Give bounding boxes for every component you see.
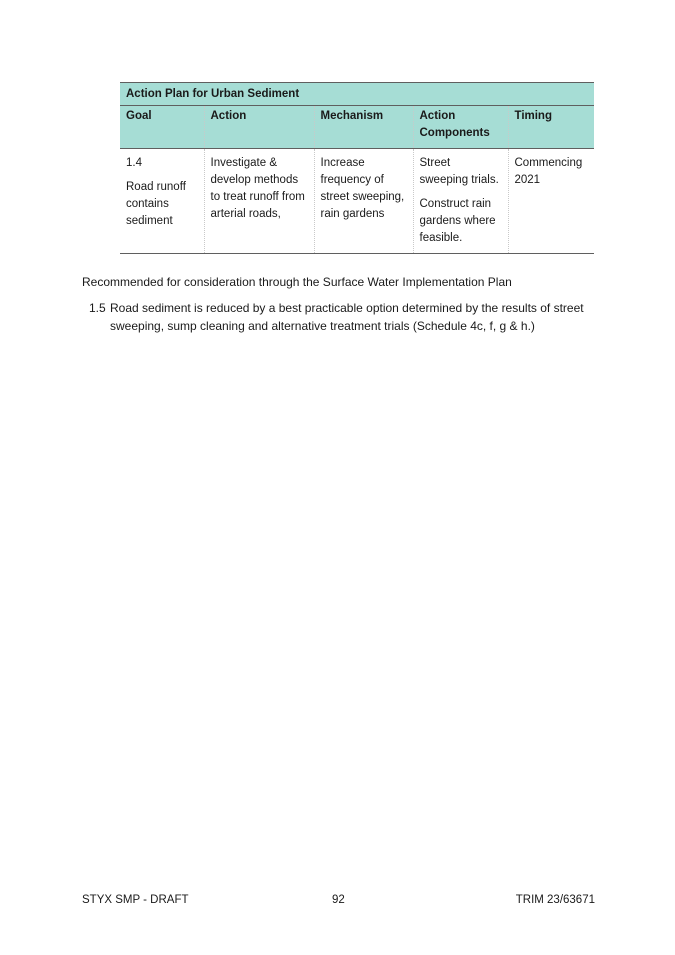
table-title-row (120, 83, 594, 106)
column-header-action: Action (204, 106, 314, 149)
component-rain-gardens: Construct rain gardens where feasible. (419, 198, 496, 244)
cell-mechanism (314, 149, 413, 254)
action-plan-table-container (120, 82, 594, 254)
cell-action-components (413, 149, 508, 254)
action-plan-table (120, 82, 594, 254)
table-row (120, 149, 594, 254)
column-header-action-components: Action Components (413, 106, 508, 149)
footer-document-title: STYX SMP - DRAFT (82, 894, 189, 906)
cell-goal (120, 149, 204, 254)
table-header-row (120, 106, 594, 149)
action-text: Investigate & develop methods to treat runoff from arterial roads, (210, 157, 305, 220)
column-header-mechanism: Mechanism (314, 106, 413, 149)
timing-text: Commencing 2021 (514, 157, 583, 186)
footer-page-number: 92 (332, 894, 345, 906)
column-header-timing: Timing (508, 106, 594, 149)
list-item-text: Road sediment is reduced by a best practicable option determined by the results of street sweeping, sump cleaning and alternative treatment trials (Schedule 4c, f, g & h.) (110, 301, 584, 333)
list-item-number: 1.5 (89, 301, 106, 315)
cell-action (204, 149, 314, 254)
table-title: Action Plan for Urban Sediment (120, 83, 594, 106)
list-item (89, 299, 589, 335)
footer-trim-reference: TRIM 23/63671 (515, 894, 595, 906)
recommendation-text: Recommended for consideration through the Surface Water Implementation Plan (82, 275, 512, 289)
mechanism-text: Increase frequency of street sweeping, rain gardens (320, 157, 405, 220)
goal-text: Road runoff contains sediment (126, 181, 186, 227)
cell-timing (508, 149, 594, 254)
goal-number: 1.4 (126, 157, 142, 169)
component-street-sweeping: Street sweeping trials. (419, 157, 499, 186)
column-header-goal: Goal (120, 106, 204, 149)
